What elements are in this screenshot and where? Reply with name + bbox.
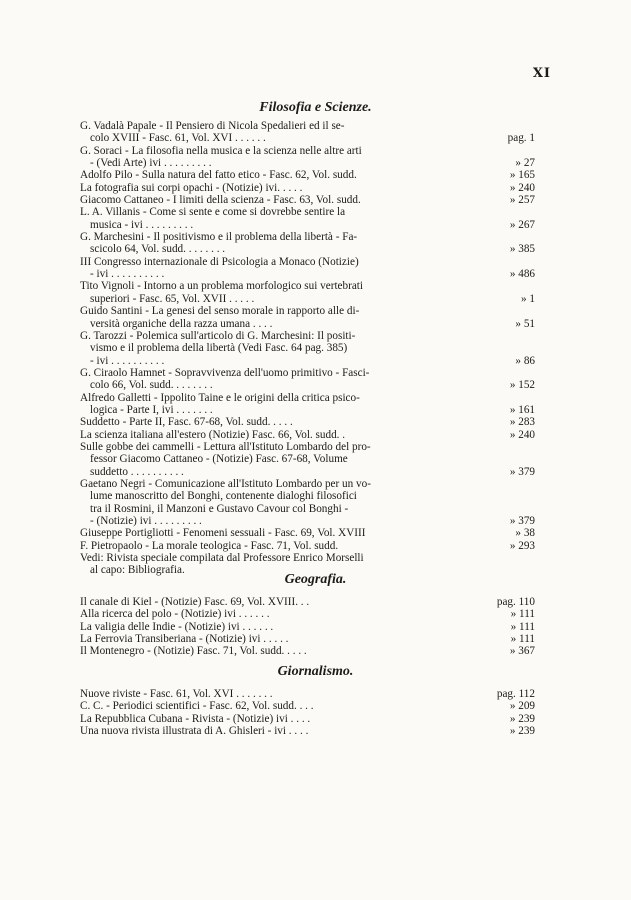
entry-line: logica - Parte I, ivi . . . . . . . <box>90 403 213 416</box>
entry-line: G. Tarozzi - Polemica sull'articolo di G. Marchesini: Il positi- <box>80 329 356 342</box>
index-entry <box>80 169 535 181</box>
page-reference: » 240 <box>509 181 535 194</box>
page-reference: » 111 <box>510 633 535 646</box>
entry-line: G. Ciraolo Hamnet - Sopravvivenza dell'uomo primitivo - Fasci- <box>80 366 370 379</box>
page-reference: » 239 <box>509 712 535 725</box>
page-reference: » 38 <box>515 527 535 540</box>
index-entry <box>80 182 535 194</box>
index-entry <box>80 608 535 620</box>
page-reference: » 293 <box>509 539 535 552</box>
entry-line: lume manoscritto del Bonghi, contenente dialoghi filosofici <box>90 490 357 503</box>
index-entry <box>80 441 535 478</box>
entry-line: Alfredo Galletti - Ippolito Taine e le origini della critica psico- <box>80 391 360 404</box>
entry-line: al capo: Bibliografia. <box>90 564 185 577</box>
entry-line: colo XVIII - Fasc. 61, Vol. XVI . . . . . . <box>90 132 266 145</box>
entry-line: Gaetano Negri - Comunicazione all'Istituto Lombardo per un vo- <box>80 477 371 490</box>
entry-line: III Congresso internazionale di Psicologia a Monaco (Notizie) <box>80 255 359 268</box>
entry-line: La scienza italiana all'estero (Notizie) Fasc. 66, Vol. sudd. . <box>80 428 346 441</box>
entry-line: vismo e il problema della libertà (Vedi Fasc. 64 pag. 385) <box>90 342 348 355</box>
page-reference: pag. 1 <box>507 132 535 145</box>
entry-line: suddetto . . . . . . . . . . <box>90 465 184 478</box>
entry-line: F. Pietropaolo - La morale teologica - Fasc. 71, Vol. sudd. <box>80 539 339 552</box>
page-reference: » 161 <box>509 403 535 416</box>
index-entry <box>80 540 535 552</box>
page-reference: » 51 <box>515 317 535 330</box>
entry-line: versità organiche della razza umana . . . . <box>90 317 273 330</box>
page-reference: pag. 110 <box>496 596 535 608</box>
entry-line: Il canale di Kiel - (Notizie) Fasc. 69, Vol. XVIII. . . <box>80 596 310 608</box>
index-entry <box>80 713 535 725</box>
index-entry <box>80 478 535 527</box>
section-title: Geografia. <box>284 572 347 587</box>
entry-line: scicolo 64, Vol. sudd. . . . . . . . <box>90 243 226 256</box>
entry-line: C. C. - Periodici scientifici - Fasc. 62, Vol. sudd. . . . <box>80 700 314 713</box>
index-entry <box>80 392 535 417</box>
index-entry <box>80 596 535 608</box>
page-reference: » 257 <box>509 194 535 207</box>
entry-line: Alla ricerca del polo - (Notizie) ivi . . . . . . <box>80 608 270 621</box>
section-title: Filosofia e Scienze. <box>259 100 372 115</box>
entry-line: - (Vedi Arte) ivi . . . . . . . . . <box>90 157 212 170</box>
entry-list <box>80 596 535 658</box>
entry-line: Guido Santini - La genesi del senso morale in rapporto alle di- <box>80 305 360 318</box>
entry-line: Tito Vignoli - Intorno a un problema morfologico sui vertebrati <box>80 280 364 293</box>
index-entry <box>80 120 535 145</box>
page-reference: » 486 <box>509 268 535 281</box>
page-reference: » 379 <box>509 515 535 527</box>
entry-line: superiori - Fasc. 65, Vol. XVII . . . . . <box>90 292 255 305</box>
page-reference: » 86 <box>515 354 535 367</box>
entry-line: La Ferrovia Transiberiana - (Notizie) ivi . . . . . <box>80 633 289 646</box>
entry-line: Sulle gobbe dei cammelli - Lettura all'Istituto Lombardo del pro- <box>80 440 371 453</box>
entry-line: G. Soraci - La filosofia nella musica e la scienza nelle altre arti <box>80 144 362 157</box>
entry-line: Adolfo Pilo - Sulla natura del fatto etico - Fasc. 62, Vol. sudd. <box>80 169 357 182</box>
index-entry <box>80 633 535 645</box>
index-entry <box>80 280 535 305</box>
page-reference: » 283 <box>509 416 535 429</box>
page-reference: » 385 <box>509 243 535 256</box>
index-entry <box>80 621 535 633</box>
entry-list <box>80 688 535 737</box>
entry-line: G. Marchesini - Il positivismo e il problema della libertà - Fa- <box>80 231 358 244</box>
page-reference: » 209 <box>509 700 535 713</box>
entry-line: Il Montenegro - (Notizie) Fasc. 71, Vol. sudd. . . . . <box>80 645 307 658</box>
index-entry <box>80 725 535 737</box>
entry-line: Suddetto - Parte II, Fasc. 67-68, Vol. sudd. . . . . <box>80 416 293 429</box>
index-entry <box>80 416 535 428</box>
entry-line: - (Notizie) ivi . . . . . . . . . <box>90 515 202 527</box>
entry-line: L. A. Villanis - Come si sente e come si dovrebbe sentire la <box>80 206 346 219</box>
entry-line: fessor Giacomo Cattaneo - (Notizie) Fasc. 67-68, Volume <box>90 453 348 466</box>
section-title: Giornalismo. <box>277 664 354 679</box>
page-reference: » 379 <box>509 465 535 478</box>
entry-line: La Repubblica Cubana - Rivista - (Notizie) ivi . . . . <box>80 712 311 725</box>
page-reference: » 239 <box>509 725 535 738</box>
entry-line: Giacomo Cattaneo - I limiti della scienza - Fasc. 63, Vol. sudd. <box>80 194 361 207</box>
index-entry <box>80 206 535 231</box>
index-entry <box>80 429 535 441</box>
entry-line: La valigia delle Indie - (Notizie) ivi . . . . . . <box>80 620 274 633</box>
entry-line: Giuseppe Portigliotti - Fenomeni sessuali - Fasc. 69, Vol. XVIII <box>80 527 366 540</box>
page-number: XI <box>532 66 551 81</box>
index-entry <box>80 231 535 256</box>
page-reference: » 1 <box>521 292 535 305</box>
index-entry <box>80 194 535 206</box>
page-reference: pag. 112 <box>496 688 535 700</box>
page-reference: » 152 <box>509 379 535 392</box>
index-entry <box>80 645 535 657</box>
entry-line: Nuove riviste - Fasc. 61, Vol. XVI . . . . . . . <box>80 688 273 700</box>
index-entry <box>80 700 535 712</box>
index-entry <box>80 256 535 281</box>
entry-line: La fotografia sui corpi opachi - (Notizie) ivi. . . . . <box>80 181 303 194</box>
entry-line: Una nuova rivista illustrata di A. Ghisleri - ivi . . . . <box>80 725 309 738</box>
entry-line: colo 66, Vol. sudd. . . . . . . . <box>90 379 213 392</box>
entry-line: musica - ivi . . . . . . . . . <box>90 218 194 231</box>
page-reference: » 27 <box>515 157 535 170</box>
index-entry <box>80 305 535 330</box>
entry-line: tra il Rosmini, il Manzoni e Gustavo Cavour col Bonghi - <box>90 502 349 515</box>
page-reference: » 165 <box>509 169 535 182</box>
index-entry <box>80 688 535 700</box>
entry-line: - ivi . . . . . . . . . . <box>90 354 165 367</box>
page-reference: » 111 <box>510 620 535 633</box>
entry-line: G. Vadalà Papale - Il Pensiero di Nicola Spedalieri ed il se- <box>80 120 345 132</box>
page-reference: » 111 <box>510 608 535 621</box>
entry-line: - ivi . . . . . . . . . . <box>90 268 165 281</box>
entry-line: Vedi: Rivista speciale compilata dal Professore Enrico Morselli <box>80 552 364 565</box>
index-entry <box>80 330 535 367</box>
entry-list <box>80 120 535 577</box>
index-entry <box>80 527 535 539</box>
index-entry <box>80 367 535 392</box>
page-reference: » 267 <box>509 218 535 231</box>
page-reference: » 367 <box>509 645 535 658</box>
page-reference: » 240 <box>509 428 535 441</box>
index-entry <box>80 145 535 170</box>
